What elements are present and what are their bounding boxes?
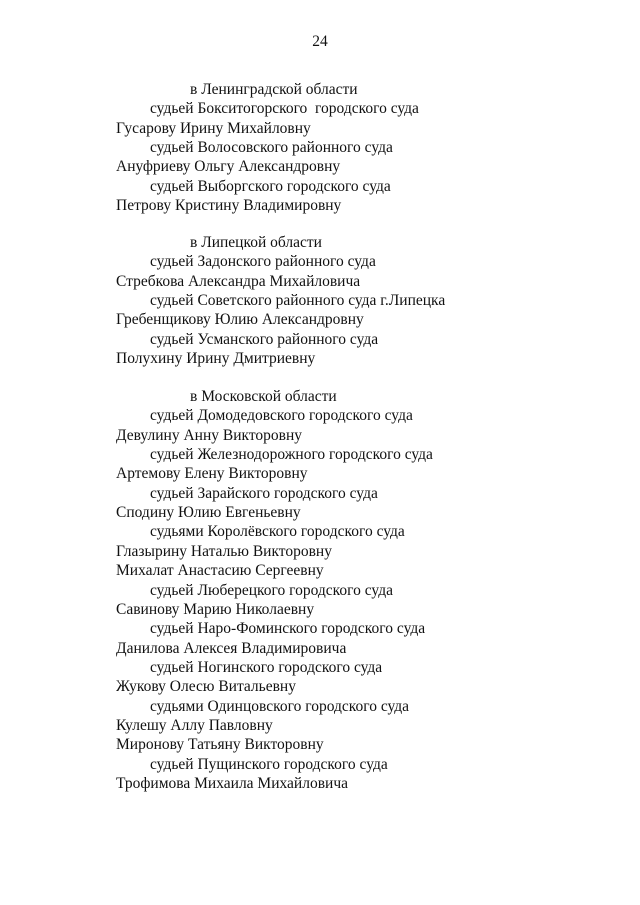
judge-name: Кулешу Аллу Павловну — [116, 716, 273, 734]
court-line: судьей Выборгского городского суда — [150, 177, 391, 195]
court-line: судьями Одинцовского городского суда — [150, 697, 410, 715]
judge-name: Полухину Ирину Дмитриевну — [116, 350, 316, 368]
court-line: судьей Пущинского городского суда — [150, 755, 388, 773]
judge-name: Стребкова Александра Михайловича — [116, 272, 361, 290]
judge-name: Петрову Кристину Владимировну — [116, 197, 342, 215]
judge-name: Трофимова Михаила Михайловича — [116, 775, 349, 792]
judge-name: Ануфриеву Ольгу Александровну — [116, 158, 341, 176]
judge-name: Гусарову Ирину Михайловну — [116, 119, 311, 137]
court-line: судьей Железнодорожного городского суда — [150, 446, 433, 464]
judge-name: Девулину Анну Викторовну — [116, 426, 302, 444]
court-line: судьей Усманского районного суда — [150, 330, 379, 348]
court-line: судьей Ногинского городского суда — [150, 658, 383, 676]
region-heading: в Московской области — [190, 388, 337, 405]
page-number: 24 — [312, 33, 328, 50]
judge-name: Михалат Анастасию Сергеевну — [116, 562, 324, 580]
court-line: судьей Наро-Фоминского городского суда — [150, 620, 426, 638]
court-line: судьей Бокситогорского городского суда — [150, 100, 419, 118]
judge-name: Сподину Юлию Евгеньевну — [116, 504, 301, 522]
judge-name: Глазырину Наталью Викторовну — [116, 542, 332, 560]
court-line: судьей Люберецкого городского суда — [150, 581, 393, 599]
judge-name: Артемову Елену Викторовну — [116, 465, 308, 483]
court-line: судьей Волосовского районного суда — [150, 139, 393, 157]
region-heading: в Липецкой области — [190, 234, 322, 251]
court-line: судьями Королёвского городского суда — [150, 523, 405, 541]
court-line: судьей Домодедовского городского суда — [150, 407, 413, 425]
court-line: судьей Зарайского городского суда — [150, 484, 378, 502]
court-line: судьей Советского районного суда г.Липецка — [150, 292, 446, 310]
judge-name: Миронову Татьяну Викторовну — [116, 736, 324, 754]
court-line: судьей Задонского районного суда — [150, 253, 376, 271]
judge-name: Данилова Алексея Владимировича — [116, 639, 347, 657]
region-heading: в Ленинградской области — [190, 81, 358, 98]
judge-name: Гребенщикову Юлию Александровну — [116, 311, 364, 329]
judge-name: Жукову Олесю Витальевну — [116, 678, 296, 696]
judge-name: Савинову Марию Николаевну — [116, 600, 315, 618]
